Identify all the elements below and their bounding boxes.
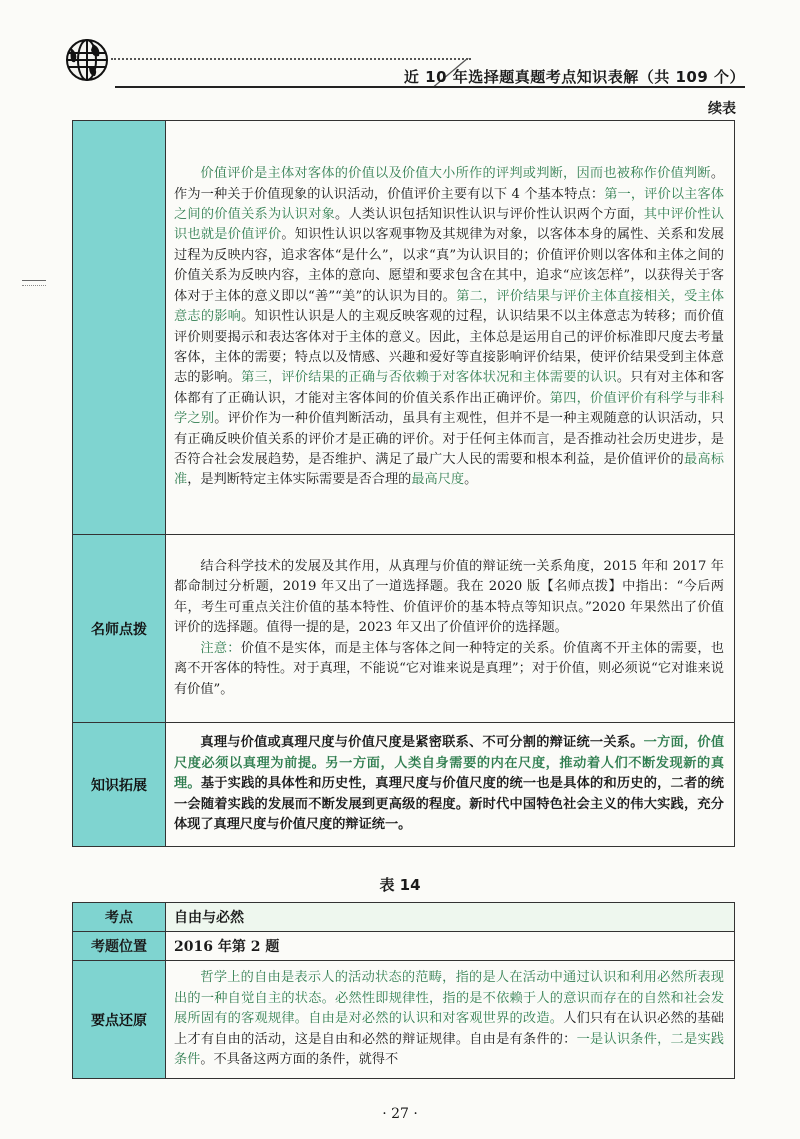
value-evaluation-text: 价值评价是主体对客体的价值以及价值大小所作的评判或判断，因而也被称作价值判断。作为一种关于价值现象的认识活动，价值评价主要有以下 4 个基本特点：第一，评价以主客体之间的价值关系为认识对象。人类认识包括知识性认识与评价性认识两个方面，其中评价性认识也就是价值评价。知识性认识以客观事物及其规律为对象，以客体本身的属性、关系和发展过程为反映内容，追求客体“是什么”，以求“真”为认识目的；价值评价则以客体和主体之间的价值关系为反映内容，主体的意向、愿望和要求包含在其中，追求“应该怎样”，以获得关于客体对于主体的意义即以“善”“美”的认识为目的。第二，评价结果与评价主体直接相关，受主体意志的影响。知识性认识是人的主观反映客观的过程，认识结果不以主体意志为转移；而价值评价则要揭示和表达客体对于主体的意义。因此，主体总是运用自己的评价标准即尺度去考量客体，主体的需要；特点以及情感、兴趣和爱好等直接影响评价结果，使评价结果受到主体意志的影响。第三，评价结果的正确与否依赖于对客体状况和主体需要的认识。只有对主体和客体都有了正确认识，才能对主客体间的价值关系作出正确评价。第四，价值评价有科学与非科学之别。评价作为一种价值判断活动，虽具有主观性，但并不是一种主观随意的认识活动，只有正确反映价值关系的评价才是正确的评价。对于任何主体而言，是否推动社会历史进步，是否符合社会发展趋势，是否维护、满足了最广大人民的需要和根本利益，是价值评价的最高标准，是判断特定主体实际需要是否合理的最高尺度。 bbox=[166, 121, 735, 535]
table-14 bbox=[72, 902, 735, 1079]
table-row bbox=[73, 535, 735, 723]
running-header-title: 近 10 年选择题真题考点知识表解（共 109 个） bbox=[403, 68, 745, 86]
header-dotted-rule bbox=[111, 58, 471, 60]
yaodian-text: 哲学上的自由是表示人的活动状态的范畴，指的是人在活动中通过认识和利用必然所表现出的一种自觉自主的状态。必然性即规律性，指的是不依赖于人的意识而存在的自然和社会发展所固有的客观规律。自由是对必然的认识和对客观世界的改造。人们只有在认识必然的基础上才有自由的活动，这是自由和必然的辩证规律。自由是有条件的：一是认识条件，二是实践条件。不具备这两方面的条件，就得不 bbox=[166, 961, 735, 1079]
table-row bbox=[73, 723, 735, 847]
continued-label: 续表 bbox=[708, 101, 736, 117]
margin-mark bbox=[22, 280, 46, 286]
table-row bbox=[73, 932, 735, 961]
zhishi-text: 真理与价值或真理尺度与价值尺度是紧密联系、不可分割的辩证统一关系。一方面，价值尺度必须以真理为前提。另一方面，人类自身需要的内在尺度，推动着人们不断发现新的真理。基于实践的具体性和历史性，真理尺度与价值尺度的统一也是具体的和历史的，二者的统一会随着实践的发展而不断发展到更高级的程度。新时代中国特色社会主义的伟大实践，充分体现了真理尺度与价值尺度的辩证统一。 bbox=[166, 723, 735, 847]
mingshi-text: 结合科学技术的发展及其作用，从真理与价值的辩证统一关系角度，2015 年和 2017 年都命制过分析题，2019 年又出了一道选择题。我在 2020 版【名师点拨】中指出：“今后两年，考生可重点关注价值的基本特性、价值评价的基本特点等知识点。”2020 年果然出了价值评价的选择题。值得一提的是，2023 年又出了价值评价的选择题。 注意：价值不是实体，而是主体与客体之间一种特定的关系。价值离不开主体的需要，也离不开客体的特性。对于真理，不能说“它对谁来说是真理”；对于价值，则必须说“它对谁来说有价值”。 bbox=[166, 535, 735, 723]
row-label-yaodian: 要点还原 bbox=[73, 961, 166, 1079]
row-label-kaodian: 考点 bbox=[73, 903, 166, 932]
table-row bbox=[73, 121, 735, 535]
table-row bbox=[73, 903, 735, 932]
page-header bbox=[65, 38, 745, 88]
globe-icon bbox=[65, 38, 109, 82]
table-14-caption: 表 14 bbox=[379, 876, 421, 894]
kaodian-value: 自由与必然 bbox=[166, 903, 735, 932]
row-label-weizhi: 考题位置 bbox=[73, 932, 166, 961]
table-row bbox=[73, 961, 735, 1079]
row-label-zhishi: 知识拓展 bbox=[73, 723, 166, 847]
row-label-mingshi: 名师点拨 bbox=[73, 535, 166, 723]
page-number: · 27 · bbox=[382, 1106, 418, 1122]
weizhi-value: 2016 年第 2 题 bbox=[166, 932, 735, 961]
continued-table bbox=[72, 120, 735, 847]
row-label-empty bbox=[73, 121, 166, 535]
